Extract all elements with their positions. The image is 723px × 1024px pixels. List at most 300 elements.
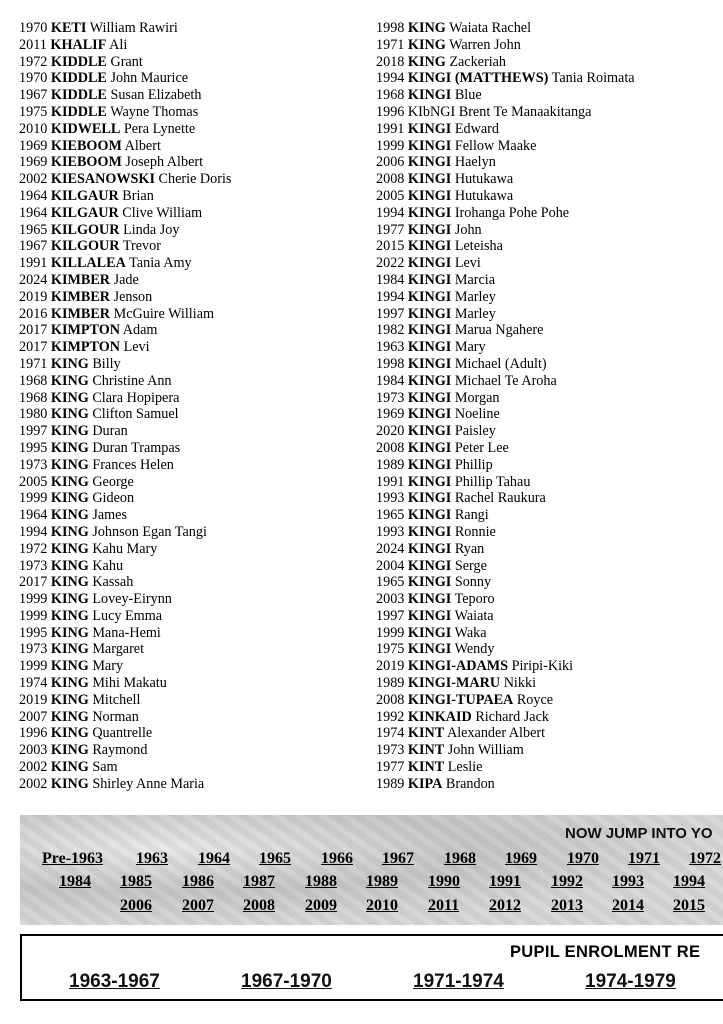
surname: KINGI — [407, 423, 452, 440]
list-item — [19, 104, 359, 121]
year-link[interactable]: 1992 — [551, 873, 583, 890]
given-names: Haelyn — [454, 154, 496, 171]
given-names: Norman — [92, 708, 139, 725]
surname: KIDDLE — [50, 103, 107, 120]
year-link[interactable]: 1993 — [612, 873, 644, 890]
list-item — [376, 709, 723, 726]
given-names: Alexander Albert — [446, 725, 546, 742]
surname: KETI — [50, 20, 87, 36]
list-item — [376, 658, 723, 675]
enrolment-year: 2010 — [19, 120, 48, 137]
list-item — [376, 591, 723, 608]
given-names: Rangi — [454, 507, 489, 524]
given-names: Piripi-Kiki — [511, 658, 574, 675]
given-names: Clive William — [122, 204, 203, 221]
enrolment-year: 2008 — [376, 439, 405, 456]
enrolment-year: 1994 — [376, 204, 405, 221]
year-link[interactable]: 2013 — [551, 897, 583, 914]
list-item — [19, 742, 359, 759]
given-names: James — [92, 507, 127, 524]
surname: KINGI — [407, 154, 452, 171]
year-navigation-banner — [20, 815, 723, 925]
surname: KINGI-MARU — [407, 675, 501, 692]
enrolment-year: 1964 — [19, 187, 48, 204]
given-names: George — [92, 473, 134, 490]
enrolment-year: 1991 — [19, 255, 48, 272]
given-names: Marley — [454, 288, 496, 305]
surname: KING — [50, 473, 89, 490]
enrolment-range-link[interactable]: 1967-1970 — [241, 971, 332, 992]
surname: KILLALEA — [50, 255, 126, 272]
given-names: Joseph Albert — [125, 154, 204, 171]
surname: KING — [50, 507, 89, 524]
surname: KIDDLE — [50, 70, 107, 87]
enrolment-year: 2017 — [19, 322, 48, 339]
list-item — [376, 87, 723, 104]
enrolment-year: 1977 — [376, 221, 405, 238]
given-names: Phillip — [454, 456, 493, 473]
list-item — [376, 524, 723, 541]
enrolment-year: 1974 — [19, 675, 48, 692]
surname: KIMBER — [50, 305, 111, 322]
given-names: Brian — [122, 187, 154, 204]
surname: KING — [50, 540, 89, 557]
year-link[interactable]: 2010 — [366, 897, 398, 914]
enrolment-year: 1977 — [376, 759, 405, 776]
enrolment-year: 2024 — [376, 540, 405, 557]
list-item — [19, 507, 359, 524]
year-link[interactable]: 1986 — [182, 873, 214, 890]
list-item — [19, 440, 359, 457]
surname: KIDDLE — [50, 87, 107, 104]
list-item — [19, 87, 359, 104]
given-names: Trevor — [122, 238, 161, 255]
list-item — [19, 625, 359, 642]
given-names: Marley — [454, 305, 496, 322]
enrolment-year: 1993 — [376, 523, 405, 540]
surname: KINGI — [407, 372, 452, 389]
given-names: Mihi Makatu — [92, 675, 167, 692]
list-item — [376, 255, 723, 272]
given-names: Susan Elizabeth — [110, 87, 202, 104]
surname: KINGI — [407, 439, 452, 456]
banner-title: NOW JUMP INTO YO — [565, 825, 713, 842]
surname: KINGI — [407, 490, 452, 507]
list-item — [19, 205, 359, 222]
surname: KING — [50, 574, 89, 591]
list-item — [376, 356, 723, 373]
given-names: Noeline — [454, 406, 500, 423]
surname: KING — [50, 624, 89, 641]
surname: KING — [50, 406, 89, 423]
given-names: Hutukawa — [454, 187, 514, 204]
list-item — [376, 339, 723, 356]
given-names: Linda Joy — [123, 221, 180, 238]
list-item — [376, 541, 723, 558]
enrolment-year: 2007 — [19, 708, 48, 725]
surname: KINGI — [407, 591, 452, 608]
enrolment-year: 1999 — [19, 607, 48, 624]
surname: KIMBER — [50, 288, 111, 305]
enrolment-year: 2019 — [376, 658, 405, 675]
year-link[interactable]: 1964 — [198, 850, 230, 867]
enrolment-year: 1965 — [19, 221, 48, 238]
enrolment-year: 1989 — [376, 675, 405, 692]
year-link[interactable]: 2008 — [243, 897, 275, 914]
given-names: Levi — [454, 255, 481, 272]
year-link[interactable]: 1970 — [567, 850, 599, 867]
surname: KING — [50, 691, 89, 708]
enrolment-year: 1984 — [376, 271, 405, 288]
list-item — [19, 524, 359, 541]
list-item — [19, 238, 359, 255]
list-item — [19, 289, 359, 306]
surname: KINGI — [407, 540, 452, 557]
list-item — [19, 457, 359, 474]
surname: KINGI — [407, 238, 452, 255]
surname: KIEBOOM — [50, 154, 122, 171]
given-names: Edward — [454, 120, 499, 137]
given-names: Tania Roimata — [551, 70, 635, 87]
enrolment-year: 2016 — [19, 305, 48, 322]
given-names: Phillip Tahau — [454, 473, 531, 490]
surname: KINGI — [407, 406, 452, 423]
given-names: Zackeriah — [449, 53, 507, 70]
surname: KING — [50, 775, 89, 792]
surname: KIESANOWSKI — [50, 171, 155, 188]
enrolment-year: 2008 — [376, 171, 405, 188]
list-item — [19, 188, 359, 205]
given-names: Cherie Doris — [158, 171, 232, 188]
given-names: Paisley — [454, 423, 496, 440]
enrolment-year: 2005 — [19, 473, 48, 490]
given-names: Duran — [92, 423, 128, 440]
year-link[interactable]: 1963 — [136, 850, 168, 867]
surname: KING — [50, 607, 89, 624]
surname: KING — [50, 725, 89, 742]
enrolment-range-link[interactable]: 1971-1974 — [413, 971, 504, 992]
surname: KINGI — [407, 574, 452, 591]
given-names: Albert — [124, 137, 161, 154]
year-link[interactable]: 2015 — [673, 897, 705, 914]
enrolment-range-link[interactable]: 1974-1979 — [585, 971, 676, 992]
given-names: Marcia — [454, 271, 496, 288]
given-names: Billy — [92, 355, 121, 372]
enrolment-year: 1997 — [376, 305, 405, 322]
list-item — [376, 490, 723, 507]
year-link[interactable]: 1972 — [689, 850, 721, 867]
enrolment-year: 1967 — [19, 87, 48, 104]
year-link[interactable]: 1984 — [59, 873, 91, 890]
enrolment-year: 2011 — [19, 36, 47, 53]
year-link[interactable]: 1971 — [628, 850, 660, 867]
given-names: Gideon — [92, 490, 135, 507]
year-link[interactable]: 1966 — [321, 850, 353, 867]
given-names: Grant — [110, 53, 143, 70]
list-item — [19, 373, 359, 390]
given-names: Levi — [123, 339, 150, 356]
list-item — [376, 238, 723, 255]
given-names: Sonny — [454, 574, 492, 591]
list-item — [376, 742, 723, 759]
surname: KING — [50, 372, 89, 389]
enrolment-year: 1999 — [376, 624, 405, 641]
year-link[interactable]: 1991 — [489, 873, 521, 890]
enrolment-year: 2004 — [376, 557, 405, 574]
surname: KINGI — [407, 204, 452, 221]
year-link[interactable]: Pre-1963 — [42, 850, 104, 867]
enrolment-year: 1968 — [19, 389, 48, 406]
list-item — [376, 121, 723, 138]
enrolment-year: 2022 — [376, 255, 405, 272]
list-item — [376, 625, 723, 642]
enrolment-year: 1998 — [376, 20, 405, 36]
list-item — [19, 423, 359, 440]
enrolment-year: 1973 — [19, 557, 48, 574]
enrolment-year: 1971 — [376, 36, 405, 53]
given-names: Clara Hopipera — [92, 389, 180, 406]
surname: KINGI — [407, 255, 452, 272]
list-item — [376, 70, 723, 87]
list-item — [376, 272, 723, 289]
year-link[interactable]: 2006 — [120, 897, 152, 914]
surname: KINGI — [407, 456, 452, 473]
enrolment-year: 2017 — [19, 339, 48, 356]
surname: KINGI — [407, 523, 452, 540]
surname: KINGI — [407, 507, 452, 524]
given-names: Johnson Egan Tangi — [92, 523, 207, 540]
given-names: Shirley Anne Maria — [92, 775, 205, 792]
year-link[interactable]: 2009 — [305, 897, 337, 914]
list-item — [19, 20, 359, 37]
surname: KINGI — [407, 288, 452, 305]
list-item — [376, 692, 723, 709]
year-link[interactable]: 1985 — [120, 873, 152, 890]
given-names: Kahu — [92, 557, 124, 574]
enrolment-year: 2003 — [19, 742, 48, 759]
surname: KILGAUR — [50, 187, 119, 204]
given-names: Waka — [454, 624, 487, 641]
surname: KIDWELL — [50, 120, 121, 137]
given-names: Royce — [516, 691, 554, 708]
surname: KINGI — [407, 473, 452, 490]
surname: KINGI — [407, 339, 452, 356]
surname: KING — [407, 36, 446, 53]
enrolment-year: 1965 — [376, 574, 405, 591]
given-names: Leteisha — [454, 238, 503, 255]
enrolment-year: 2002 — [19, 171, 48, 188]
surname: KINT — [407, 725, 445, 742]
year-link[interactable]: 2014 — [612, 897, 644, 914]
enrolment-year: 2024 — [19, 271, 48, 288]
list-item — [19, 138, 359, 155]
surname: KING — [50, 708, 89, 725]
list-item — [19, 709, 359, 726]
given-names: Warren John — [449, 36, 521, 53]
panel-title: PUPIL ENROLMENT RE — [510, 943, 701, 961]
year-link[interactable]: 1968 — [444, 850, 476, 867]
year-link[interactable]: 1965 — [259, 850, 291, 867]
list-item — [19, 306, 359, 323]
enrolment-year: 1975 — [376, 641, 405, 658]
list-item — [19, 574, 359, 591]
list-item — [19, 776, 359, 793]
given-names: Brandon — [445, 775, 495, 792]
enrolment-year: 2019 — [19, 288, 48, 305]
list-item — [376, 205, 723, 222]
enrolment-year: 1991 — [376, 473, 405, 490]
enrolment-year: 1967 — [19, 238, 48, 255]
list-item — [19, 339, 359, 356]
enrolment-year: 2018 — [376, 53, 405, 70]
list-item — [376, 104, 723, 121]
enrolment-range-link[interactable]: 1963-1967 — [69, 971, 160, 992]
given-names: Jade — [113, 271, 139, 288]
surname: KINGI — [407, 322, 452, 339]
enrolment-year: 1996 — [376, 103, 405, 120]
given-names: Marua Ngahere — [454, 322, 544, 339]
given-names: Duran Trampas — [92, 439, 181, 456]
list-item — [376, 558, 723, 575]
list-item — [376, 37, 723, 54]
enrolment-year: 1968 — [19, 372, 48, 389]
given-names: Irohanga Pohe Pohe — [454, 204, 570, 221]
enrolment-year: 1998 — [376, 355, 405, 372]
given-names: Serge — [454, 557, 487, 574]
year-link[interactable]: 1969 — [505, 850, 537, 867]
list-item — [376, 289, 723, 306]
enrolment-year: 1969 — [19, 154, 48, 171]
list-item — [376, 776, 723, 793]
list-item — [19, 356, 359, 373]
surname: KINGI — [407, 137, 452, 154]
given-names: Morgan — [454, 389, 500, 406]
enrolment-year: 1964 — [19, 204, 48, 221]
surname: KING — [50, 557, 89, 574]
list-item — [376, 20, 723, 37]
year-link[interactable]: 1994 — [673, 873, 705, 890]
given-names: Raymond — [92, 742, 148, 759]
surname: KIPA — [407, 775, 443, 792]
list-item — [376, 440, 723, 457]
year-link[interactable]: 2011 — [428, 897, 460, 914]
list-item — [19, 121, 359, 138]
enrolment-year: 1989 — [376, 456, 405, 473]
year-link[interactable]: 2007 — [182, 897, 214, 914]
enrolment-list-right — [376, 20, 723, 793]
given-names: John William — [447, 742, 524, 759]
surname: KING — [50, 658, 89, 675]
list-item — [19, 658, 359, 675]
enrolment-year: 1984 — [376, 372, 405, 389]
enrolment-year: 1973 — [19, 641, 48, 658]
surname: KINGI — [407, 305, 452, 322]
list-item — [376, 608, 723, 625]
given-names: Kahu Mary — [92, 540, 158, 557]
enrolment-year: 1968 — [376, 87, 405, 104]
list-item — [376, 759, 723, 776]
year-link[interactable]: 2012 — [489, 897, 521, 914]
surname: KING — [407, 53, 446, 70]
enrolment-year: 1969 — [19, 137, 48, 154]
enrolment-year: 2008 — [376, 691, 405, 708]
enrolment-year: 2019 — [19, 691, 48, 708]
given-names: Waiata Rachel — [449, 20, 532, 36]
enrolment-year: 2006 — [376, 154, 405, 171]
list-item — [376, 171, 723, 188]
list-item — [376, 306, 723, 323]
given-names: Frances Helen — [92, 456, 174, 473]
given-names: Nikki — [503, 675, 537, 692]
surname: KINGI — [407, 641, 452, 658]
surname: KINGI — [407, 271, 452, 288]
list-item — [376, 322, 723, 339]
enrolment-year: 1970 — [19, 20, 48, 36]
list-item — [19, 70, 359, 87]
given-names: Waiata — [454, 607, 494, 624]
enrolment-year: 1973 — [19, 456, 48, 473]
enrolment-year: 1973 — [376, 389, 405, 406]
given-names: Mana-Hemi — [92, 624, 161, 641]
given-names: Ronnie — [454, 523, 496, 540]
enrolment-year: 1969 — [376, 406, 405, 423]
list-item — [19, 490, 359, 507]
given-names: Kassah — [92, 574, 134, 591]
surname: KIMBER — [50, 271, 111, 288]
given-names: Tania Amy — [129, 255, 192, 272]
surname: KIEBOOM — [50, 137, 122, 154]
given-names: Pera Lynette — [123, 120, 196, 137]
list-item — [19, 390, 359, 407]
given-names: Mary — [92, 658, 124, 675]
list-item — [19, 255, 359, 272]
year-link[interactable]: 1987 — [243, 873, 275, 890]
list-item — [19, 406, 359, 423]
enrolment-year: 2015 — [376, 238, 405, 255]
given-names: Wendy — [454, 641, 495, 658]
given-names: Sam — [92, 759, 118, 776]
given-names: Leslie — [447, 759, 483, 776]
enrolment-year: 1997 — [19, 423, 48, 440]
year-link[interactable]: 1989 — [366, 873, 398, 890]
enrolment-year: 1993 — [376, 490, 405, 507]
enrolment-year: 1980 — [19, 406, 48, 423]
given-names: Blue — [454, 87, 482, 104]
list-item — [19, 692, 359, 709]
given-names: Adam — [122, 322, 158, 339]
list-item — [376, 574, 723, 591]
given-names: Quantrelle — [92, 725, 153, 742]
surname: KINGI — [407, 187, 452, 204]
year-link[interactable]: 1990 — [428, 873, 460, 890]
surname: KINGI — [407, 389, 452, 406]
surname: KING — [50, 675, 89, 692]
given-names: KIbNGI Brent Te Manaakitanga — [407, 103, 592, 120]
list-item — [19, 37, 359, 54]
surname: KILGOUR — [50, 238, 120, 255]
enrolment-year: 1989 — [376, 775, 405, 792]
year-link[interactable]: 1988 — [305, 873, 337, 890]
list-item — [19, 675, 359, 692]
list-item — [19, 541, 359, 558]
enrolment-year: 1963 — [376, 339, 405, 356]
list-item — [376, 457, 723, 474]
given-names: McGuire William — [113, 305, 215, 322]
given-names: Margaret — [92, 641, 145, 658]
given-names: Ali — [109, 36, 128, 53]
given-names: Mary — [454, 339, 486, 356]
year-link[interactable]: 1967 — [382, 850, 414, 867]
